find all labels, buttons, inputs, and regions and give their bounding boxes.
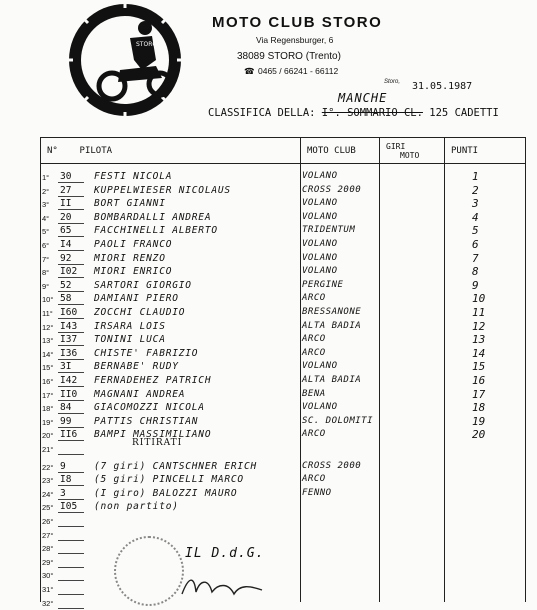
manche-label: MANCHE <box>338 91 388 105</box>
table-row <box>0 211 537 225</box>
col-giri-moto <box>380 138 445 164</box>
table-row <box>0 514 537 528</box>
row-pilot: GIACOMOZZI NICOLA <box>94 402 205 414</box>
row-club: CROSS 2000 <box>302 460 362 471</box>
row-pilot: PATTIS CHRISTIAN <box>94 415 199 427</box>
row-position: 21° <box>42 445 54 454</box>
row-club: CROSS 2000 <box>302 184 362 195</box>
row-position: 8° <box>42 268 50 278</box>
row-club: ARCO <box>302 429 326 440</box>
row-position: 30° <box>42 571 54 581</box>
row-pilot: IRSARA LOIS <box>94 320 166 332</box>
row-punti: 3 <box>472 197 479 211</box>
row-dossard-line <box>58 608 84 609</box>
row-pilot: BERNABE' RUDY <box>94 361 179 373</box>
table-row <box>0 320 537 334</box>
col-moto-label: MOTO <box>400 150 420 160</box>
table-row <box>0 197 537 211</box>
row-dossard: I37 <box>60 334 78 346</box>
row-club: ALTA BADIA <box>302 375 362 385</box>
row-dossard: II0 <box>60 388 78 400</box>
row-club: VOLANO <box>302 402 338 413</box>
row-club: TRIDENTUM <box>302 225 356 236</box>
row-pilot: DAMIANI PIERO <box>94 293 179 305</box>
row-club: BRESSANONE <box>302 307 362 317</box>
row-punti: 12 <box>472 319 486 333</box>
row-punti: 14 <box>472 346 486 360</box>
row-pilot: FERNADEHEZ PATRICH <box>94 375 212 386</box>
row-position: 27° <box>42 530 54 540</box>
row-position: 5° <box>42 227 50 237</box>
row-position: 17° <box>42 390 54 400</box>
row-pilot: FESTI NICOLA <box>94 171 173 182</box>
row-position: 25° <box>42 503 54 513</box>
row-punti: 8 <box>472 265 479 279</box>
row-dossard: 9 <box>60 460 66 472</box>
row-dossard: 30 <box>60 171 72 182</box>
table-row <box>0 306 537 320</box>
date-label: Storo, <box>384 79 401 85</box>
row-club: SC. DOLOMITI <box>302 415 374 426</box>
row-dossard: I02 <box>60 266 78 278</box>
classifica-category: 125 CADETTI <box>429 107 499 119</box>
row-position: 32° <box>42 598 54 608</box>
row-club: ARCO <box>302 334 326 345</box>
row-pilot: BAMPI MASSIMILIANO <box>94 429 212 441</box>
row-pilot: MIORI ENRICO <box>94 266 173 278</box>
row-position: 13° <box>42 336 54 346</box>
logo-lettering: STORO <box>136 41 158 48</box>
row-position: 9° <box>42 281 50 291</box>
club-phone: 0465 / 66241 - 66112 <box>258 66 339 76</box>
row-punti: 11 <box>472 306 486 319</box>
row-dossard: 3 <box>60 487 66 499</box>
table-row <box>0 170 537 184</box>
row-pilot: TONINI LUCA <box>94 334 166 346</box>
table-row <box>0 333 537 347</box>
table-row <box>0 582 537 596</box>
row-punti: 19 <box>472 414 486 428</box>
club-name: MOTO CLUB STORO <box>212 14 383 31</box>
row-dossard: II <box>60 198 72 210</box>
col-moto-club: MOTO CLUB <box>301 138 380 164</box>
row-punti: 1 <box>472 170 479 183</box>
row-club: VOLANO <box>302 171 338 181</box>
director-title: IL D.d.G. <box>185 546 265 561</box>
row-pilot: MIORI RENZO <box>94 252 166 264</box>
row-pilot: KUPPELWIESER NICOLAUS <box>94 184 231 196</box>
row-dossard: 84 <box>60 402 72 414</box>
row-punti: 17 <box>472 387 486 401</box>
table-row <box>0 388 537 402</box>
col-giri-label: GIRI <box>386 141 406 151</box>
row-punti: 16 <box>472 374 486 387</box>
table-row <box>0 442 537 456</box>
row-position: 2° <box>42 186 50 196</box>
row-club: ARCO <box>302 347 326 358</box>
row-position: 16° <box>42 377 54 386</box>
ritirati-heading: RITIRATI <box>132 438 183 448</box>
row-position: 12° <box>42 322 54 332</box>
row-position: 6° <box>42 241 50 250</box>
row-dossard: 52 <box>60 279 72 291</box>
table-row <box>0 252 537 266</box>
table-row <box>0 184 537 198</box>
row-punti: 4 <box>472 210 479 224</box>
row-club: ARCO <box>302 293 326 304</box>
row-position: 29° <box>42 557 54 567</box>
row-pilot: (5 giri) PINCELLI MARCO <box>94 474 244 486</box>
row-club: BENA <box>302 388 326 399</box>
race-date: 31.05.1987 <box>412 81 473 92</box>
row-position: 18° <box>42 404 54 414</box>
classifica-struck: I°. SOMMARIO CL. <box>321 107 423 119</box>
col-punti: PUNTI <box>445 138 526 164</box>
club-city: 38089 STORO (Trento) <box>237 51 341 62</box>
classifica-label: CLASSIFICA DELLA: <box>208 107 316 119</box>
row-pilot: BOMBARDALLI ANDREA <box>94 211 212 223</box>
row-dossard: 58 <box>60 293 72 305</box>
col-pilota-label: PILOTA <box>79 145 113 156</box>
table-row <box>0 224 537 238</box>
row-position: 19° <box>42 417 54 427</box>
row-position: 28° <box>42 544 54 554</box>
table-row <box>0 374 537 388</box>
row-club: FENNO <box>302 487 332 498</box>
row-punti: 6 <box>472 238 479 251</box>
row-pilot: ZOCCHI CLAUDIO <box>94 307 186 318</box>
table-row <box>0 292 537 306</box>
col-pilota <box>41 138 301 164</box>
row-pilot: MAGNANI ANDREA <box>94 388 186 400</box>
row-position: 15° <box>42 363 54 373</box>
row-club: VOLANO <box>302 239 338 249</box>
table-row <box>0 568 537 582</box>
row-dossard: I4 <box>60 239 72 250</box>
row-punti: 10 <box>472 292 486 306</box>
row-position: 20° <box>42 431 54 441</box>
row-position: 1° <box>42 173 50 182</box>
official-stamp <box>114 536 184 606</box>
classifica-line <box>208 107 499 119</box>
row-position: 11° <box>42 309 53 318</box>
row-dossard: 99 <box>60 415 72 427</box>
row-position: 4° <box>42 213 50 223</box>
row-dossard: 65 <box>60 225 72 237</box>
row-punti: 18 <box>472 401 486 415</box>
row-club: ALTA BADIA <box>302 320 362 331</box>
row-dossard: 27 <box>60 184 72 196</box>
row-dossard: I36 <box>60 347 78 359</box>
row-dossard: 20 <box>60 211 72 223</box>
row-club: VOLANO <box>302 361 338 372</box>
row-position: 26° <box>42 517 54 526</box>
row-punti: 9 <box>472 278 479 292</box>
table-row <box>0 528 537 542</box>
row-dossard: 3I <box>60 361 72 373</box>
row-dossard-line <box>58 454 84 455</box>
row-dossard: I05 <box>60 501 78 513</box>
row-pilot: FACCHINELLI ALBERTO <box>94 225 218 237</box>
row-dossard: I42 <box>60 375 78 386</box>
row-position: 31° <box>42 585 54 594</box>
row-club: VOLANO <box>302 198 338 209</box>
row-punti: 13 <box>472 333 486 347</box>
row-punti: 2 <box>472 183 479 197</box>
table-row <box>0 279 537 293</box>
table-row <box>0 500 537 514</box>
row-pilot: (7 giri) CANTSCHNER ERICH <box>94 460 257 472</box>
row-club: VOLANO <box>302 252 338 263</box>
row-dossard: II6 <box>60 429 78 441</box>
table-row <box>0 541 537 555</box>
row-pilot: SARTORI GIORGIO <box>94 279 192 291</box>
row-dossard: 92 <box>60 252 72 264</box>
row-pilot: BORT GIANNI <box>94 198 166 210</box>
table-row <box>0 473 537 487</box>
row-pilot: (non partito) <box>94 501 179 513</box>
table-row <box>0 555 537 569</box>
row-dossard: I8 <box>60 474 72 486</box>
table-row <box>0 487 537 501</box>
row-dossard: I60 <box>60 307 78 318</box>
table-row <box>0 401 537 415</box>
row-position: 22° <box>42 462 54 472</box>
row-club: ARCO <box>302 474 326 485</box>
row-punti: 5 <box>472 224 479 238</box>
row-club: PERGINE <box>302 279 344 290</box>
row-position: 23° <box>42 476 54 486</box>
phone-icon: ☎ <box>244 66 255 76</box>
table-row <box>0 460 537 474</box>
row-position: 10° <box>42 295 54 305</box>
table-row <box>0 415 537 429</box>
table-row <box>0 347 537 361</box>
row-pilot: PAOLI FRANCO <box>94 239 173 250</box>
table-row <box>0 360 537 374</box>
row-pilot: (I giro) BALOZZI MAURO <box>94 487 238 499</box>
row-position: 7° <box>42 254 50 264</box>
row-club: VOLANO <box>302 266 338 277</box>
row-punti: 7 <box>472 251 479 265</box>
col-num-label: N° <box>47 145 58 156</box>
table-row <box>0 238 537 252</box>
row-position: 3° <box>42 200 50 210</box>
table-row <box>0 428 537 442</box>
moto-club-logo <box>60 0 190 120</box>
director-signature <box>178 570 268 600</box>
row-dossard: I43 <box>60 320 78 332</box>
table-row <box>0 265 537 279</box>
row-position: 24° <box>42 489 54 499</box>
club-address: Via Regensburger, 6 <box>256 35 334 45</box>
row-punti: 20 <box>472 428 486 442</box>
row-punti: 15 <box>472 360 486 374</box>
row-position: 14° <box>42 349 54 359</box>
table-row <box>0 596 537 610</box>
row-pilot: CHISTE' FABRIZIO <box>94 347 199 359</box>
row-club: VOLANO <box>302 211 338 222</box>
